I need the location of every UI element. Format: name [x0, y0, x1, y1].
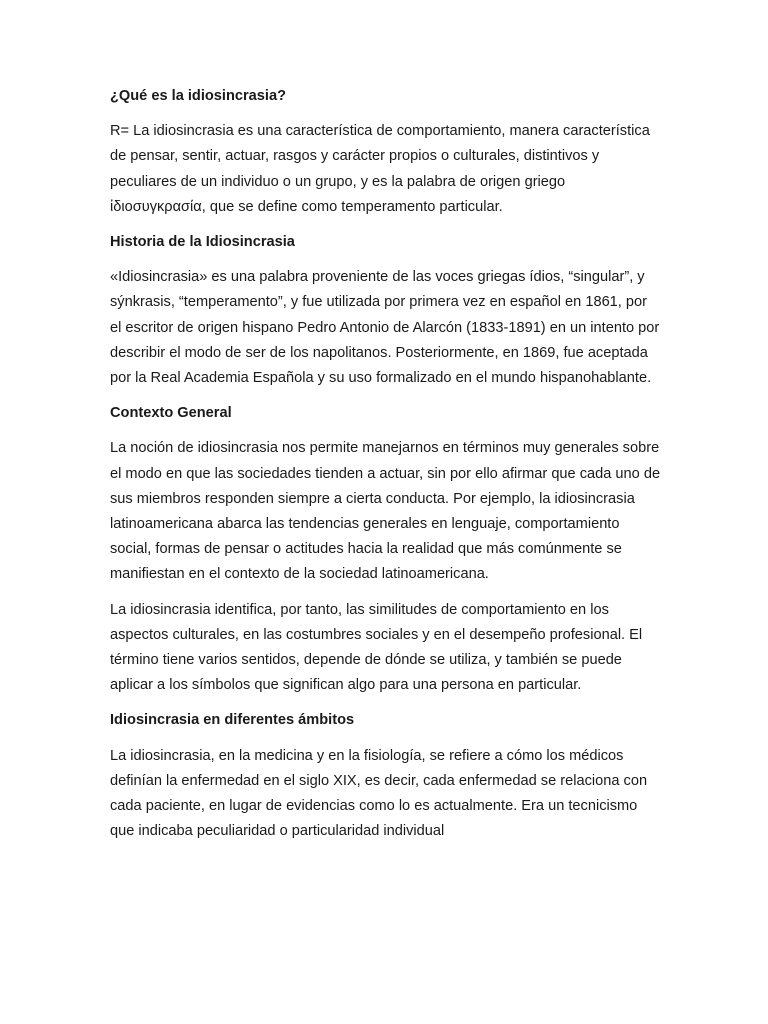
paragraph-definicion: R= La idiosincrasia es una característica de comportamiento, manera característica de pensar, sentir, actuar, rasgos y carácter propios o culturales, distintivos y peculiares de un individuo o un grupo, y es la palabra de origen griego ἰδιοσυγκρασία, que se define como temperamento particular.: [110, 123, 650, 215]
paragraph-contexto-2: La idiosincrasia identifica, por tanto, las similitudes de comportamiento en los aspectos culturales, en las costumbres sociales y en el desempeño profesional. El término tiene varios sentidos, depende de dónde se utiliza, y también se puede aplicar a los símbolos que significan algo para una persona en particular.: [110, 601, 643, 694]
section-heading-historia: Historia de la Idiosincrasia: [110, 234, 295, 251]
section-heading-ambitos: Idiosincrasia en diferentes ámbitos: [110, 712, 355, 729]
section-heading-contexto: Contexto General: [110, 405, 232, 422]
paragraph-ambitos: La idiosincrasia, en la medicina y en la fisiología, se refiere a cómo los médicos definían la enfermedad en el siglo XIX, es decir, cada enfermedad se relaciona con cada paciente, en lugar de evidencias como lo es actualmente. Era un tecnicismo que indicaba peculiaridad o particularidad individual: [110, 747, 648, 840]
section-heading-que-es: ¿Qué es la idiosincrasia?: [110, 88, 287, 104]
paragraph-historia: «Idiosincrasia» es una palabra proveniente de las voces griegas ídios, “singular”, y sýnkrasis, “temperamento”, y fue utilizada por primera vez en español en 1861, por el escritor de origen hispano Pedro Antonio de Alarcón (1833-1891) en un intento por describir el modo de ser de los napolitanos. Posteriormente, en 1869, fue aceptada por la Real Academia Española y su uso formalizado en el mundo hispanohablante.: [110, 269, 660, 387]
document-page: [110, 84, 662, 854]
paragraph-contexto-1: La noción de idiosincrasia nos permite manejarnos en términos muy generales sobre el modo en que las sociedades tienden a actuar, sin por ello afirmar que cada uno de sus miembros responden siempre a cierta conducta. Por ejemplo, la idiosincrasia latinoamericana abarca las tendencias generales en lenguaje, comportamiento social, formas de pensar o actitudes hacia la realidad que más comúnmente se manifiestan en el contexto de la sociedad latinoamericana.: [110, 440, 661, 583]
